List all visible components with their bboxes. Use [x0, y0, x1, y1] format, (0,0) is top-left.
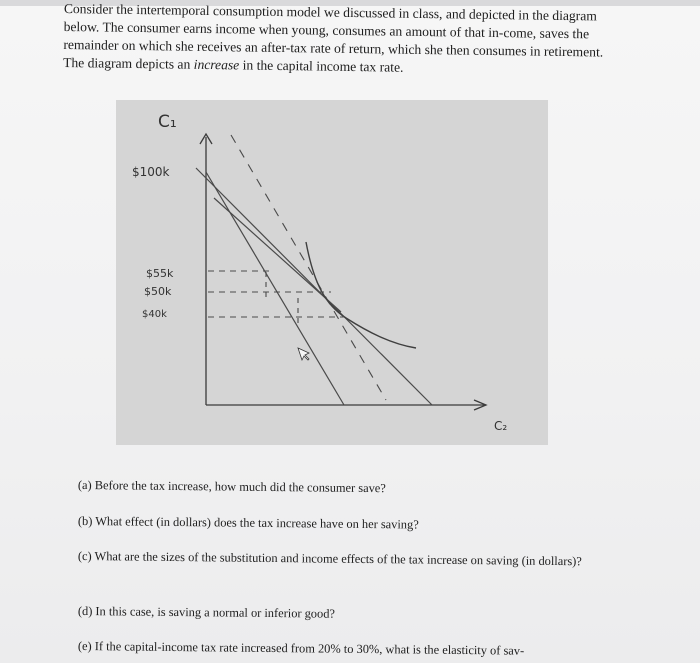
- tick-label-40k: $40k: [142, 309, 167, 320]
- tick-label-100k: $100k: [132, 165, 170, 179]
- tick-label-50k: $50k: [144, 285, 172, 298]
- question-a: (a) Before the tax increase, how much did the consumer save?: [77, 477, 386, 496]
- intro-text-end: in the capital income tax rate.: [239, 57, 404, 75]
- consumption-diagram: [116, 100, 548, 445]
- question-e: (e) If the capital-income tax rate increased from 20% to 30%, what is the elasticity of sav-: [77, 638, 525, 658]
- intro-paragraph: [63, 0, 624, 80]
- y-axis-label: C₁: [158, 112, 177, 132]
- diagram-svg: [116, 100, 548, 445]
- tick-label-55k: $55k: [146, 267, 174, 280]
- budget-line-flat: [196, 168, 432, 405]
- intro-text: Consider the intertemporal consumption model we discussed in class, and depicted in the diagram below. The consumer earns income when young, consumes an amount of that in-come, saves the remainder on which she receives an after-tax rate of return, which she then consumes in retirement. The diagram depicts an: [63, 0, 604, 72]
- dashed-budget-line: [231, 135, 386, 400]
- intro-emphasis: increase: [193, 56, 240, 73]
- problem-intro: [63, 0, 624, 80]
- question-d: (d) In this case, is saving a normal or inferior good?: [77, 603, 336, 621]
- question-b: (b) What effect (in dollars) does the tax increase have on her saving?: [77, 513, 419, 532]
- mouse-cursor-icon: [298, 348, 309, 360]
- question-c: (c) What are the sizes of the substitution and income effects of the tax increase on saving (in dollars)?: [77, 548, 582, 569]
- x-axis-label: C₂: [494, 419, 508, 433]
- budget-line-steep: [206, 172, 344, 405]
